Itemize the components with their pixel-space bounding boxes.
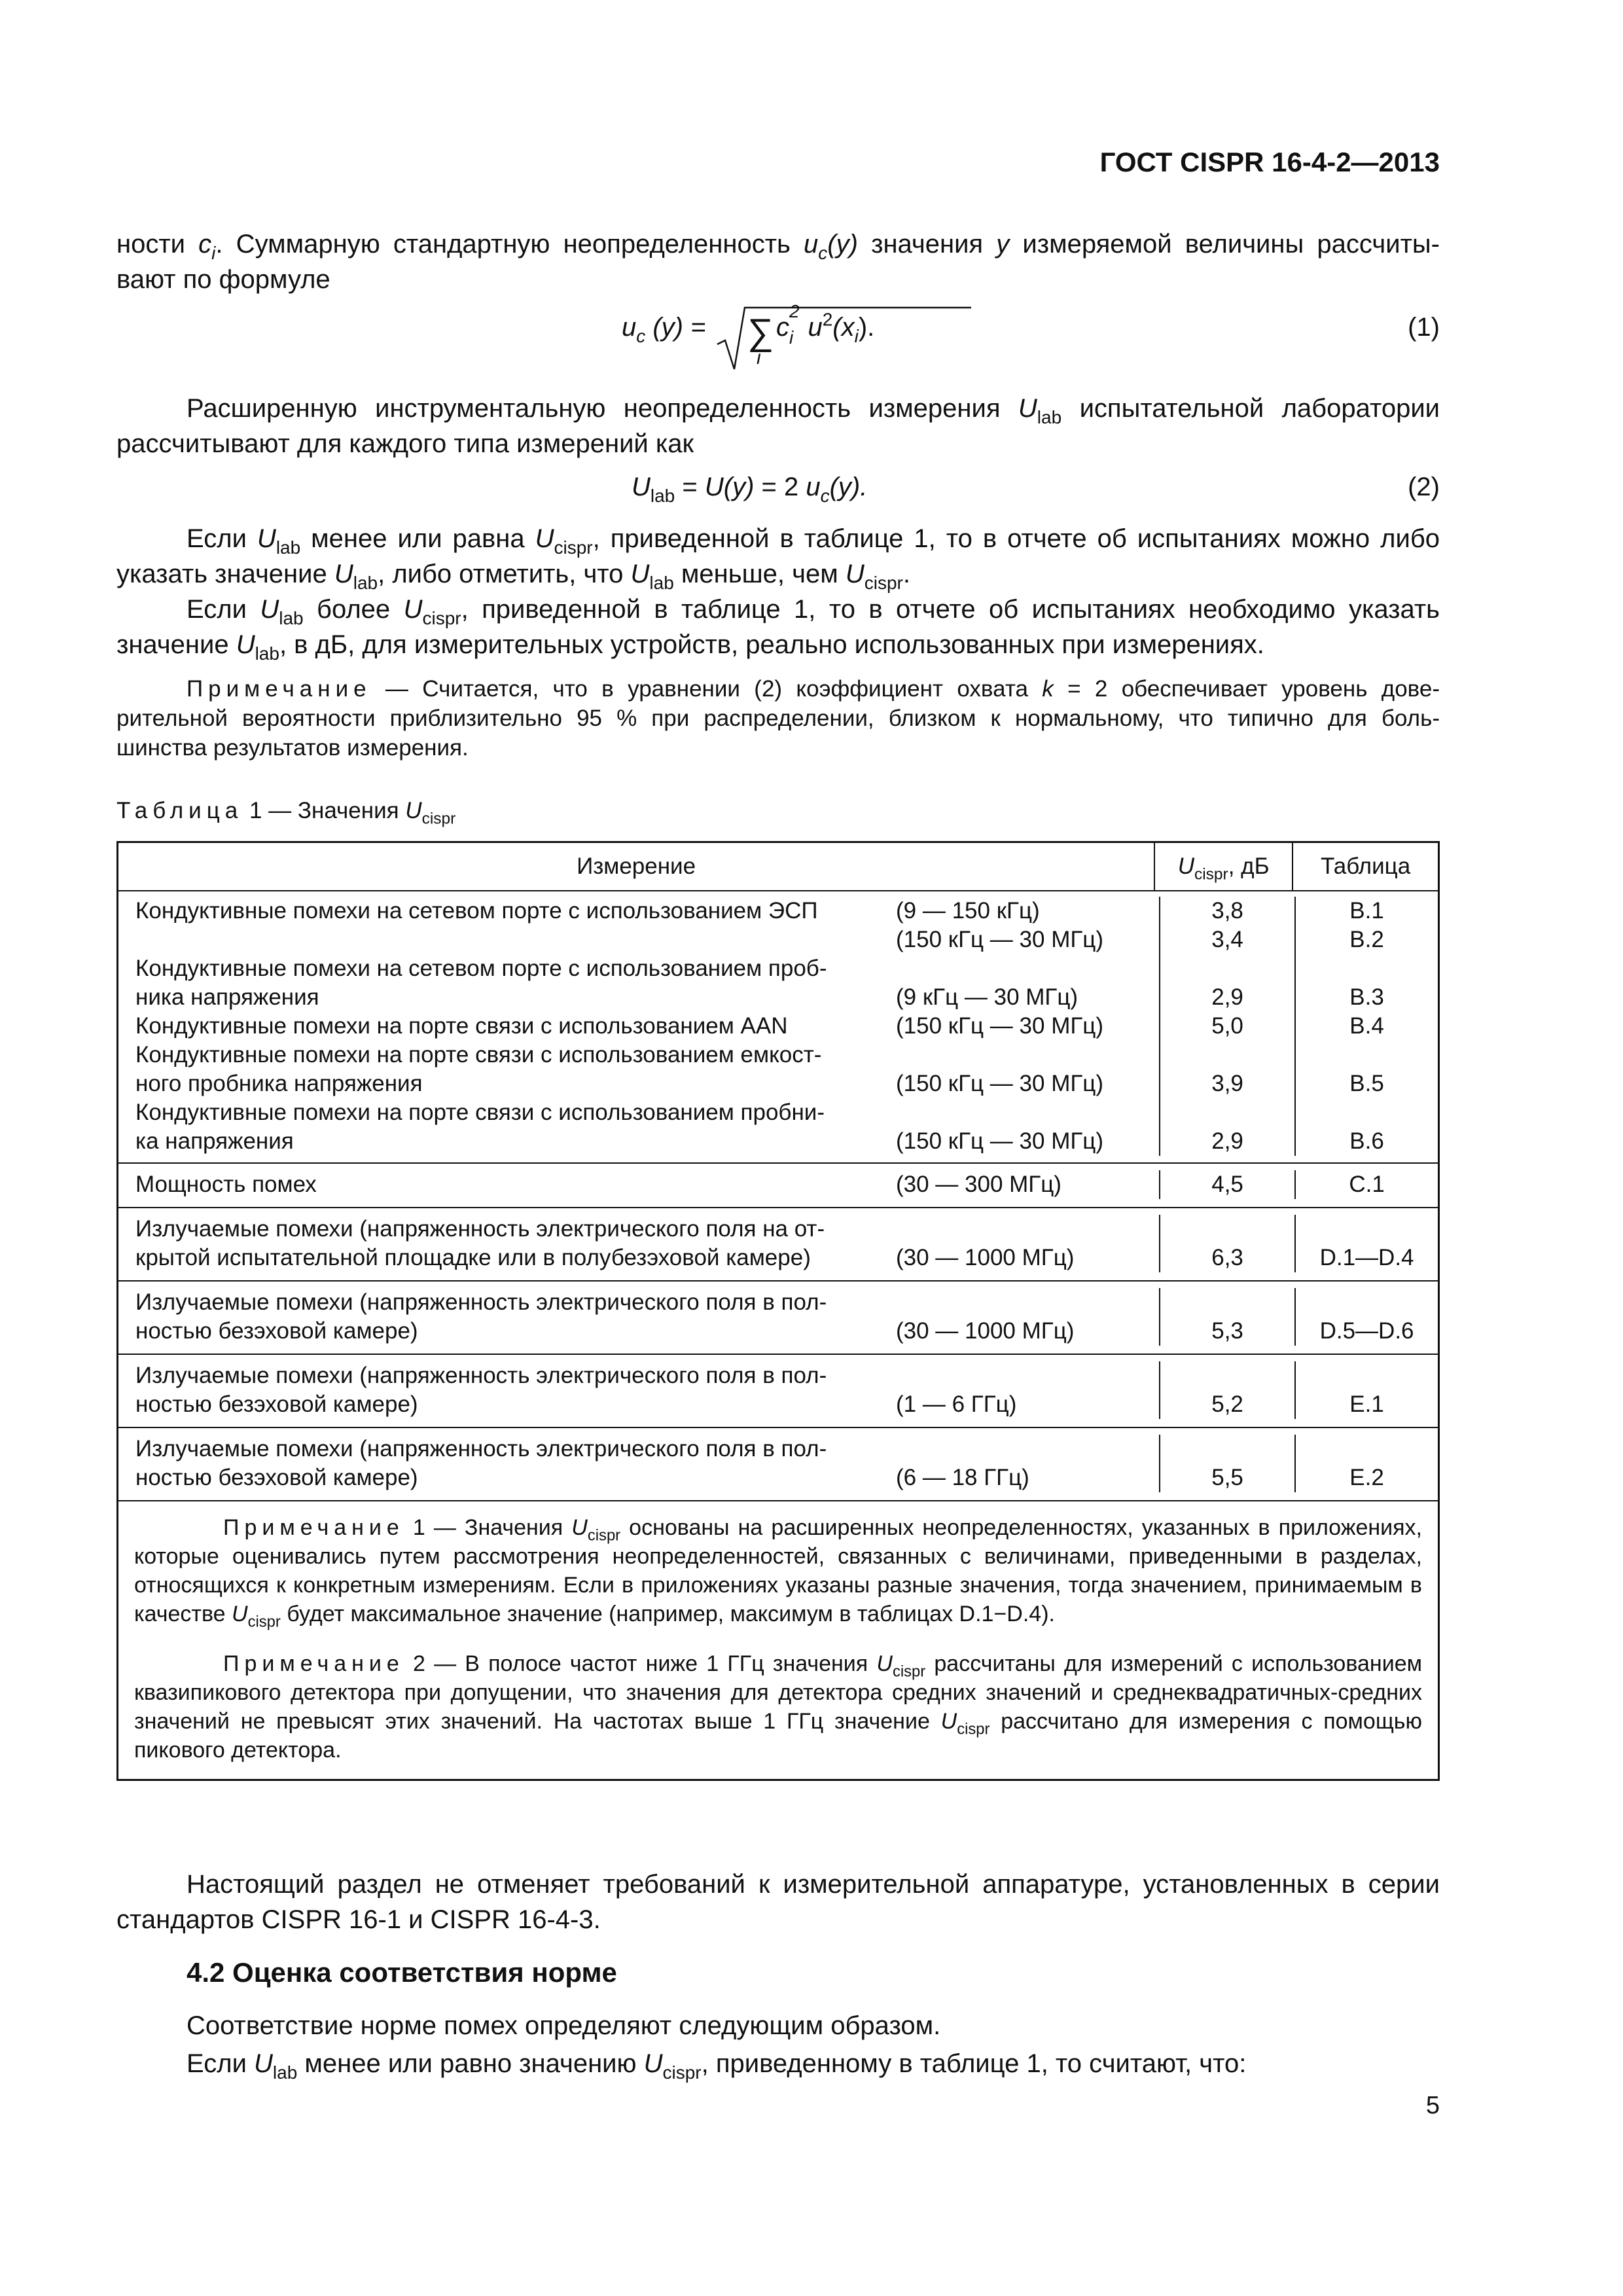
group-table-ref-cell: B.1 B.2 B.3 B.4 B.5 B.6 bbox=[1294, 897, 1438, 1156]
table-row: Мощность помех (30 — 300 МГц) 4,5 C.1 bbox=[118, 1162, 1438, 1207]
table-row-conducted-group bbox=[118, 890, 1438, 1162]
table-line: ного пробника напряжения (150 кГц — 30 МГц) bbox=[135, 1071, 1103, 1096]
table-caption: Таблица 1 — Значения $U_{cispr}$ bbox=[116, 798, 456, 828]
intro-paragraph: ности $c_i$. Суммарную стандартную неопределенность $u_c(y)$ значения y измеряемой величины рассчиты- вают по формуле bbox=[116, 230, 1440, 294]
table-row: Излучаемые помехи (напряженность электрического поля на от- крытой испытательной площадке или в полубезэховой камере) (30 — 1000 МГц) 6,3 D.1—D.4 bbox=[118, 1207, 1438, 1280]
table-line: Кондуктивные помехи на порте связи с использованием емкост- bbox=[135, 1042, 822, 1067]
header-table-ref: Таблица bbox=[1292, 843, 1438, 890]
table-notes bbox=[118, 1500, 1438, 1779]
table-note-1: Примечание 1 — Значения $U_{cispr}$ основаны на расширенных неопределенностях, указанных в приложениях, которые оценивались путем рассмотрения неопределенностей, связанных с величинами, приведенными в разделах, относящихся к конкретным измерениям. Если в приложениях указаны разные значения, тогда значением, принимаемым в качестве $U_{cispr}$ будет максимальное значение (например, максимум в таблицах D.1−D.4). bbox=[134, 1515, 1422, 1631]
table-line: (150 кГц — 30 МГц) bbox=[896, 927, 1103, 952]
equation-number-2: (2) bbox=[1408, 473, 1440, 501]
table-row: Излучаемые помехи (напряженность электрического поля в пол- ностью безэховой камере) (6 — 18 ГГц) 5,5 E.2 bbox=[118, 1427, 1438, 1500]
document-header: ГОСТ CISPR 16-4-2—2013 bbox=[1099, 147, 1440, 177]
table-line: Кондуктивные помехи на порте связи с использованием AAN (150 кГц — 30 МГц) bbox=[135, 1013, 1103, 1039]
expanded-uncertainty-paragraph: Расширенную инструментальную неопределенность измерения $U_{lab}$ испытательной лаборатории рассчитывают для каждого типа измерений как bbox=[116, 394, 1440, 458]
group-ucispr-cell: 3,8 3,4 2,9 5,0 3,9 2,9 bbox=[1159, 897, 1294, 1156]
table-note-2: Примечание 2 — В полосе частот ниже 1 ГГц значения $U_{cispr}$ рассчитаны для измерений с использованием квазипикового детектора при допущении, что значения для детектора средних значений и среднеквадратичных-средних значений не превысят этих значений. На частотах выше 1 ГГц значение $U_{cispr}$ рассчитано для измерения с помощью пикового детектора. bbox=[134, 1651, 1423, 1763]
formula-2: $U_{lab} = U(y) = 2$ $u_c(y)$. bbox=[632, 473, 868, 506]
table-row: Излучаемые помехи (напряженность электрического поля в пол- ностью безэховой камере) (1 — 6 ГГц) 5,2 E.1 bbox=[118, 1354, 1438, 1427]
header-ucispr: $U_{cispr}$, дБ bbox=[1154, 843, 1292, 890]
table-row: Излучаемые помехи (напряженность электрического поля в пол- ностью безэховой камере) (30 — 1000 МГц) 5,3 D.5—D.6 bbox=[118, 1280, 1438, 1354]
table-line: Кондуктивные помехи на сетевом порте с использованием проб- bbox=[135, 956, 827, 981]
formula-1: $u_c$ (y) = ∑ i c 2 $_i$ $u^2(x_i)$. bbox=[622, 306, 988, 372]
group-measurement-cell bbox=[118, 897, 1159, 1156]
table-line: Кондуктивные помехи на сетевом порте с использованием ЭСП (9 — 150 кГц) bbox=[135, 898, 1040, 924]
note-coverage-factor: Примечание — Считается, что в уравнении (2) коэффициент охвата k = 2 обеспечивает уровень дове- рительной вероятности приблизительно 95 % при распределении, близком к нормальному, что типично для боль- шинства результатов измерения. bbox=[116, 676, 1440, 761]
header-measurement: Измерение bbox=[577, 853, 696, 879]
table-line: ка напряжения (150 кГц — 30 МГц) bbox=[135, 1128, 1103, 1154]
ucispr-table bbox=[116, 841, 1440, 1781]
paragraph-after-table: Настоящий раздел не отменяет требований к измерительной аппаратуре, установленных в серии стандартов CISPR 16-1 и CISPR 16-4-3. bbox=[116, 1870, 1440, 1934]
section-paragraph-1: Соответствие норме помех определяют следующим образом. bbox=[187, 2011, 941, 2040]
table-header-row bbox=[118, 843, 1438, 890]
table-line: Кондуктивные помехи на порте связи с использованием пробни- bbox=[135, 1100, 825, 1125]
table-line: ника напряжения (9 кГц — 30 МГц) bbox=[135, 984, 1079, 1010]
section-paragraph-2: Если $U_{lab}$ менее или равно значению $U_{cispr}$, приведенному в таблице 1, то считают, что: bbox=[187, 2049, 1247, 2083]
paragraph-if-less: Если $U_{lab}$ менее или равна $U_{cispr}$, приведенной в таблице 1, то в отчете об испытаниях можно либо указать значение $U_{lab}$, либо отметить, что $U_{lab}$ меньше, чем $U_{cispr}$. bbox=[116, 524, 1440, 593]
paragraph-if-more: Если $U_{lab}$ более $U_{cispr}$, приведенной в таблице 1, то в отчете об испытаниях необходимо указать значение $U_{lab}$, в дБ, для измерительных устройств, реально использованных при измерениях. bbox=[116, 595, 1440, 664]
section-heading: 4.2 Оценка соответствия норме bbox=[187, 1957, 617, 1988]
page-number: 5 bbox=[1425, 2092, 1440, 2119]
equation-number-1: (1) bbox=[1408, 313, 1440, 342]
